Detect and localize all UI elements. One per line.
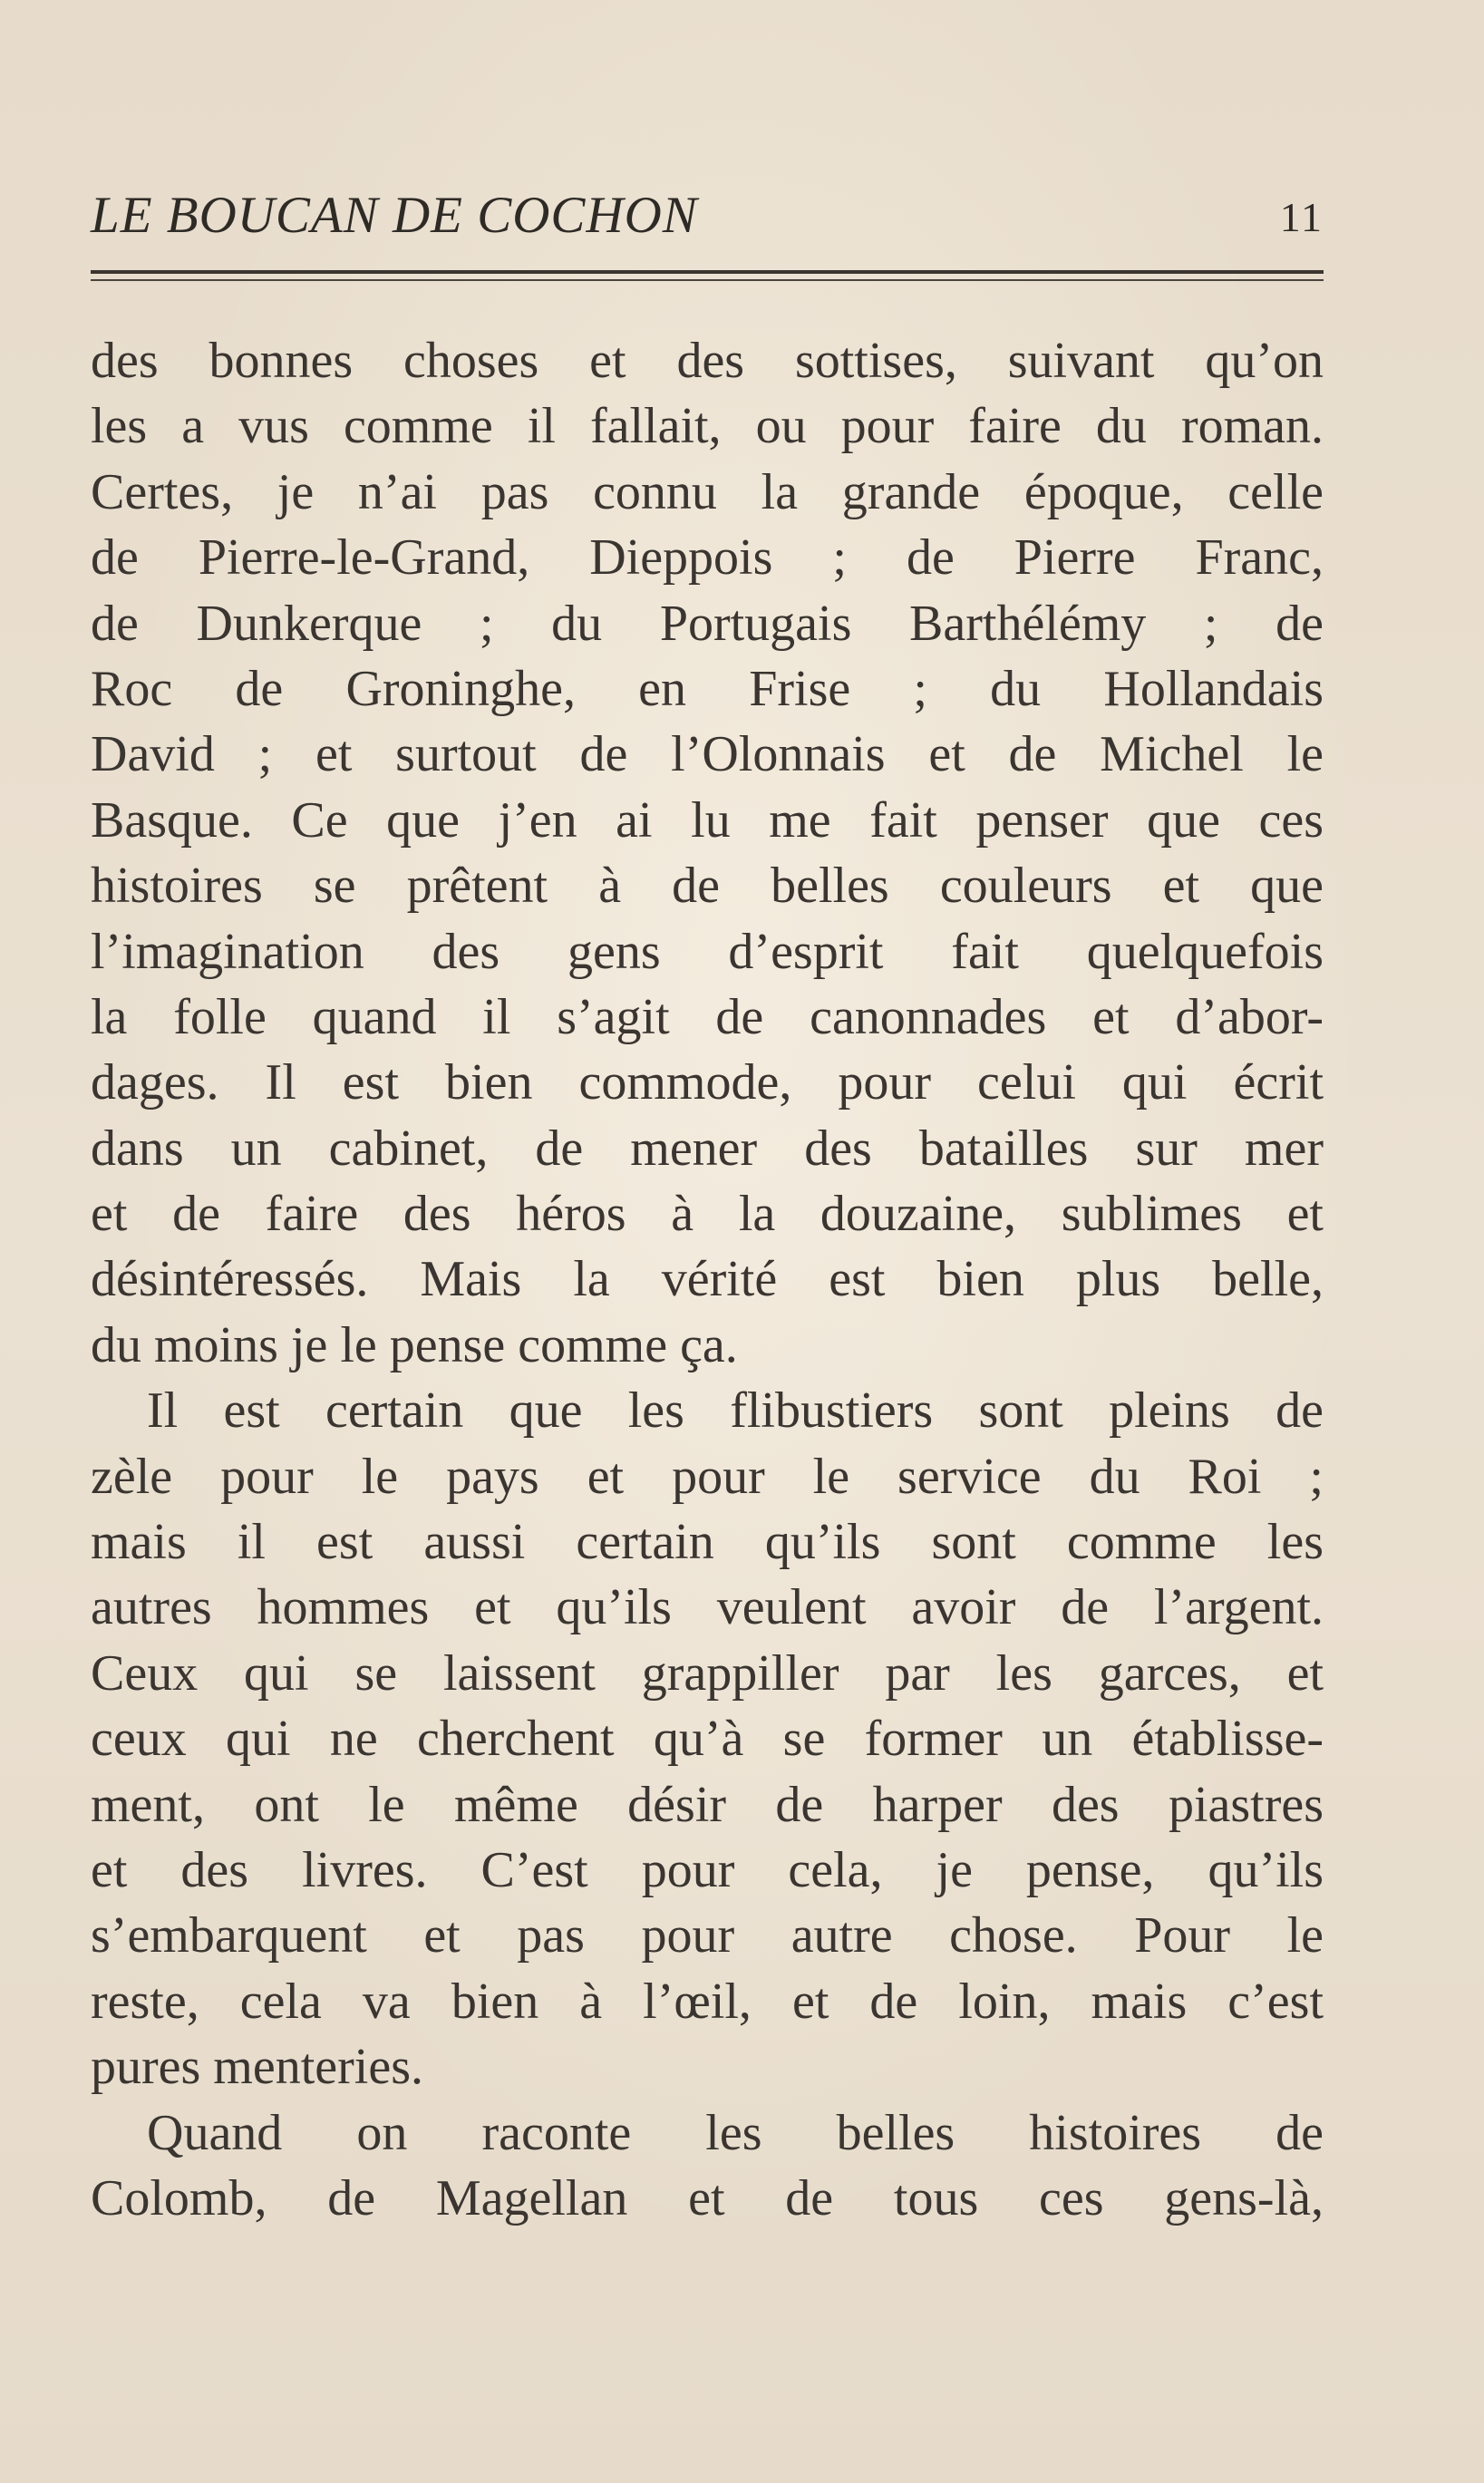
running-title: LE BOUCAN DE COCHON (91, 187, 698, 244)
text-line: ment, ont le même désir de harper des piastres (91, 1776, 1324, 1833)
header-rule-thick (91, 270, 1324, 274)
text-line: histoires se prêtent à de belles couleurs et que (91, 858, 1324, 915)
text-line: pures menteries. (91, 2039, 423, 2096)
text-line: dans un cabinet, de mener des batailles sur mer (91, 1120, 1324, 1177)
text-line: dages. Il est bien commode, pour celui qui écrit (91, 1054, 1324, 1111)
text-line: ceux qui ne cherchent qu’à se former un établisse- (91, 1711, 1324, 1768)
text-line: de Pierre-le-Grand, Dieppois ; de Pierre Franc, (91, 529, 1324, 587)
text-line: mais il est aussi certain qu’ils sont comme les (91, 1514, 1324, 1571)
text-line: de Dunkerque ; du Portugais Barthélémy ; de (91, 595, 1324, 652)
text-line: l’imagination des gens d’esprit fait quelquefois (91, 923, 1324, 980)
text-line: et de faire des héros à la douzaine, sublimes et (91, 1186, 1324, 1243)
body-text (91, 328, 1324, 2231)
text-line: Il est certain que les flibustiers sont pleins de (147, 1382, 1324, 1440)
page-number: 11 (1279, 194, 1324, 240)
text-line: autres hommes et qu’ils veulent avoir de l’argent. (91, 1579, 1324, 1636)
text-line: s’embarquent et pas pour autre chose. Pour le (91, 1907, 1324, 1964)
text-line: des bonnes choses et des sottises, suivant qu’on (91, 333, 1324, 389)
text-line: Basque. Ce que j’en ai lu me fait penser que ces (91, 791, 1324, 849)
header-rule-thin (91, 279, 1324, 281)
text-line: Roc de Groninghe, en Frise ; du Hollandais (91, 660, 1324, 717)
text-line: désintéressés. Mais la vérité est bien plus belle, (91, 1251, 1324, 1308)
text-line: la folle quand il s’agit de canonnades et d’abor- (91, 988, 1324, 1045)
text-line: et des livres. C’est pour cela, je pense, qu’ils (91, 1841, 1324, 1898)
text-line: du moins je le pense comme ça. (91, 1316, 738, 1373)
text-line: zèle pour le pays et pour le service du Roi ; (91, 1448, 1324, 1505)
text-line: les a vus comme il fallait, ou pour faire du roman. (91, 398, 1324, 455)
running-head (91, 186, 1324, 249)
text-line: Quand on raconte les belles histoires de (147, 2104, 1324, 2161)
text-line: David ; et surtout de l’Olonnais et de Michel le (91, 726, 1324, 783)
text-line: Certes, je n’ai pas connu la grande époque, celle (91, 463, 1324, 520)
text-line: Colomb, de Magellan et de tous ces gens-là, (91, 2169, 1324, 2226)
text-line: reste, cela va bien à l’œil, et de loin, mais c’est (91, 1973, 1324, 2030)
text-line: Ceux qui se laissent grappiller par les garces, et (91, 1644, 1324, 1702)
